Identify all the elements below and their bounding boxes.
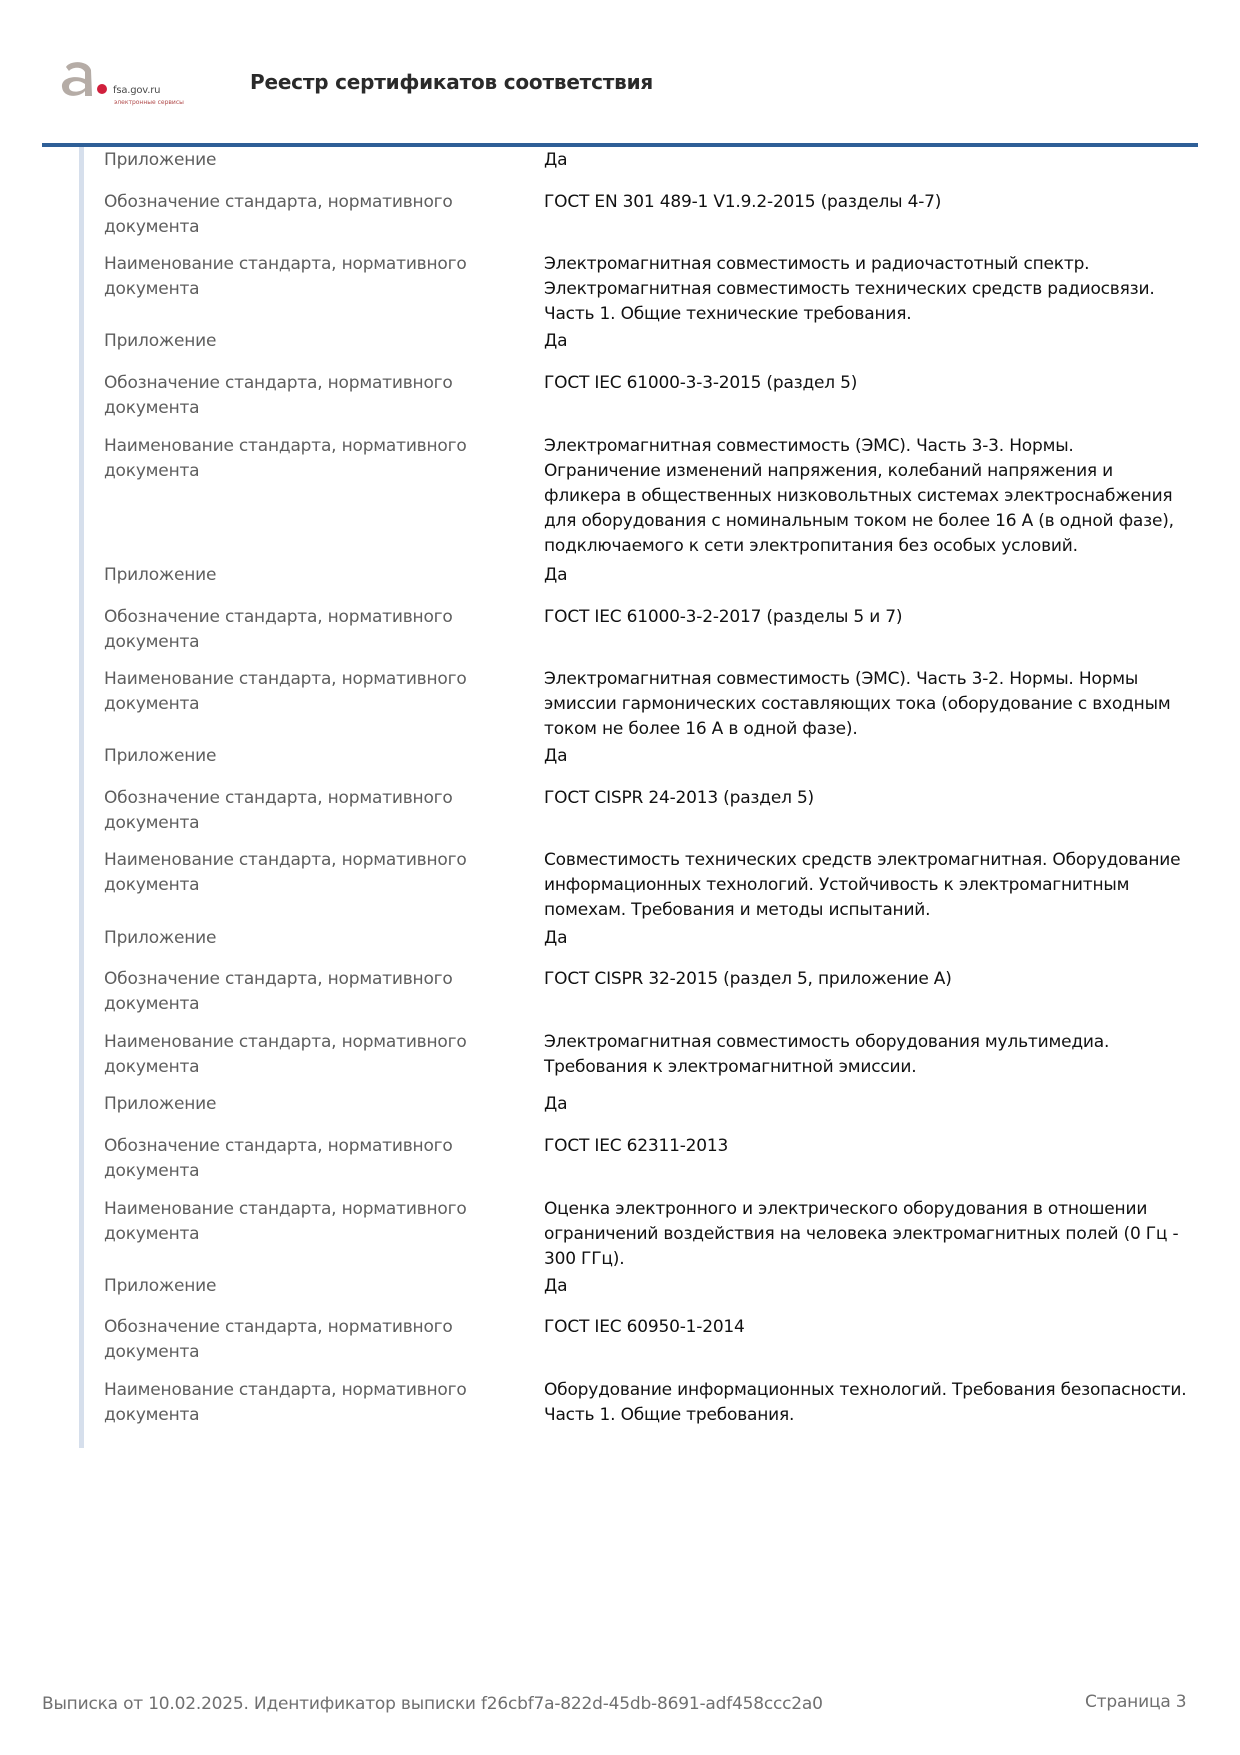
row-label: Приложение [104,331,217,351]
row-value: ГОСТ IEC 61000-3-3-2015 (раздел 5) [544,373,858,393]
row-value: ГОСТ CISPR 24-2013 (раздел 5) [544,788,814,808]
standard-name-row [104,1030,1194,1092]
row-label: Наименование стандарта, нормативного документа [104,1380,467,1425]
row-value: Электромагнитная совместимость (ЭМС). Часть 3-2. Нормы. Нормы эмиссии гармонических составляющих тока (оборудование с входным током не более 16 А в одной фазе). [544,669,1171,739]
row-label: Наименование стандарта, нормативного документа [104,1199,467,1244]
attachment-row [104,329,1194,371]
row-label: Наименование стандарта, нормативного документа [104,254,467,299]
row-label: Приложение [104,150,217,170]
page-title: Реестр сертификатов соответствия [250,70,654,94]
row-value: Да [544,331,568,351]
row-label: Обозначение стандарта, нормативного документа [104,607,453,652]
logo-site-text: fsa.gov.ru [113,85,161,96]
standard-name-row [104,667,1194,744]
attachment-row [104,926,1194,967]
row-value: ГОСТ IEC 61000-3-2-2017 (разделы 5 и 7) [544,607,903,627]
row-label: Наименование стандарта, нормативного документа [104,850,467,895]
page-number: Страница 3 [1085,1692,1187,1712]
row-value: Да [544,746,568,766]
row-value: ГОСТ IEC 62311-2013 [544,1136,729,1156]
row-value: ГОСТ CISPR 32-2015 (раздел 5, приложение А) [544,969,952,989]
standard-designation-row [104,1134,1194,1197]
row-label: Приложение [104,928,217,948]
attachment-row [104,1092,1194,1134]
row-label: Приложение [104,1094,217,1114]
row-label: Приложение [104,565,217,585]
attachment-row [104,563,1194,605]
logo-a-icon [58,58,110,100]
row-label: Наименование стандарта, нормативного документа [104,436,467,481]
row-value: Да [544,1094,568,1114]
row-value: Да [544,565,568,585]
row-label: Приложение [104,1276,217,1296]
row-value: Оборудование информационных технологий. Требования безопасности. Часть 1. Общие требования. [544,1380,1187,1425]
standard-designation-row [104,190,1194,252]
row-label: Обозначение стандарта, нормативного документа [104,1317,453,1362]
row-value: Совместимость технических средств электромагнитная. Оборудование информационных технологий. Устойчивость к электромагнитным помехам. Требования и методы испытаний. [544,850,1181,920]
standard-name-row [104,252,1194,329]
standard-name-row [104,848,1194,926]
header-divider [42,143,1198,147]
standard-designation-row [104,967,1194,1030]
fsa-logo[interactable] [58,58,208,110]
standard-designation-row [104,1315,1194,1378]
row-value: Электромагнитная совместимость оборудования мультимедиа. Требования к электромагнитной эмиссии. [544,1032,1110,1077]
row-label: Обозначение стандарта, нормативного документа [104,969,453,1014]
row-label: Обозначение стандарта, нормативного документа [104,373,453,418]
row-label: Обозначение стандарта, нормативного документа [104,1136,453,1181]
attachment-row [104,148,1194,190]
standard-name-row [104,434,1194,563]
row-label: Обозначение стандарта, нормативного документа [104,192,453,237]
standard-name-row [104,1197,1194,1274]
standard-name-row [104,1378,1194,1430]
row-value: Да [544,1276,568,1296]
standard-designation-row [104,371,1194,434]
row-value: Да [544,928,568,948]
row-value: Электромагнитная совместимость (ЭМС). Часть 3-3. Нормы. Ограничение изменений напряжения, колебаний напряжения и фликера в общественных низковольтных системах электроснабжения для оборудования с номинальным током не более 16 А (в одной фазе), подключаемого к сети электропитания без особых условий. [544,436,1174,556]
row-value: ГОСТ IEC 60950-1-2014 [544,1317,745,1337]
row-label: Наименование стандарта, нормативного документа [104,669,467,714]
row-label: Обозначение стандарта, нормативного документа [104,788,453,833]
row-value: ГОСТ EN 301 489-1 V1.9.2-2015 (разделы 4-7) [544,192,942,212]
section-side-bar [79,147,84,1448]
logo-subtitle: электронные сервисы [114,99,184,106]
row-label: Наименование стандарта, нормативного документа [104,1032,467,1077]
standard-designation-row [104,786,1194,848]
row-value: Электромагнитная совместимость и радиочастотный спектр. Электромагнитная совместимость технических средств радиосвязи. Часть 1. Общие технические требования. [544,254,1155,324]
row-label: Приложение [104,746,217,766]
standard-designation-row [104,605,1194,667]
extract-id-footer: Выписка от 10.02.2025. Идентификатор выписки f26cbf7a-822d-45db-8691-adf458ccc2a0 [42,1694,823,1714]
attachment-row [104,1274,1194,1315]
standards-list [104,148,1194,1430]
attachment-row [104,744,1194,786]
row-value: Да [544,150,568,170]
row-value: Оценка электронного и электрического оборудования в отношении ограничений воздействия на человека электромагнитных полей (0 Гц - 300 ГГц). [544,1199,1179,1269]
